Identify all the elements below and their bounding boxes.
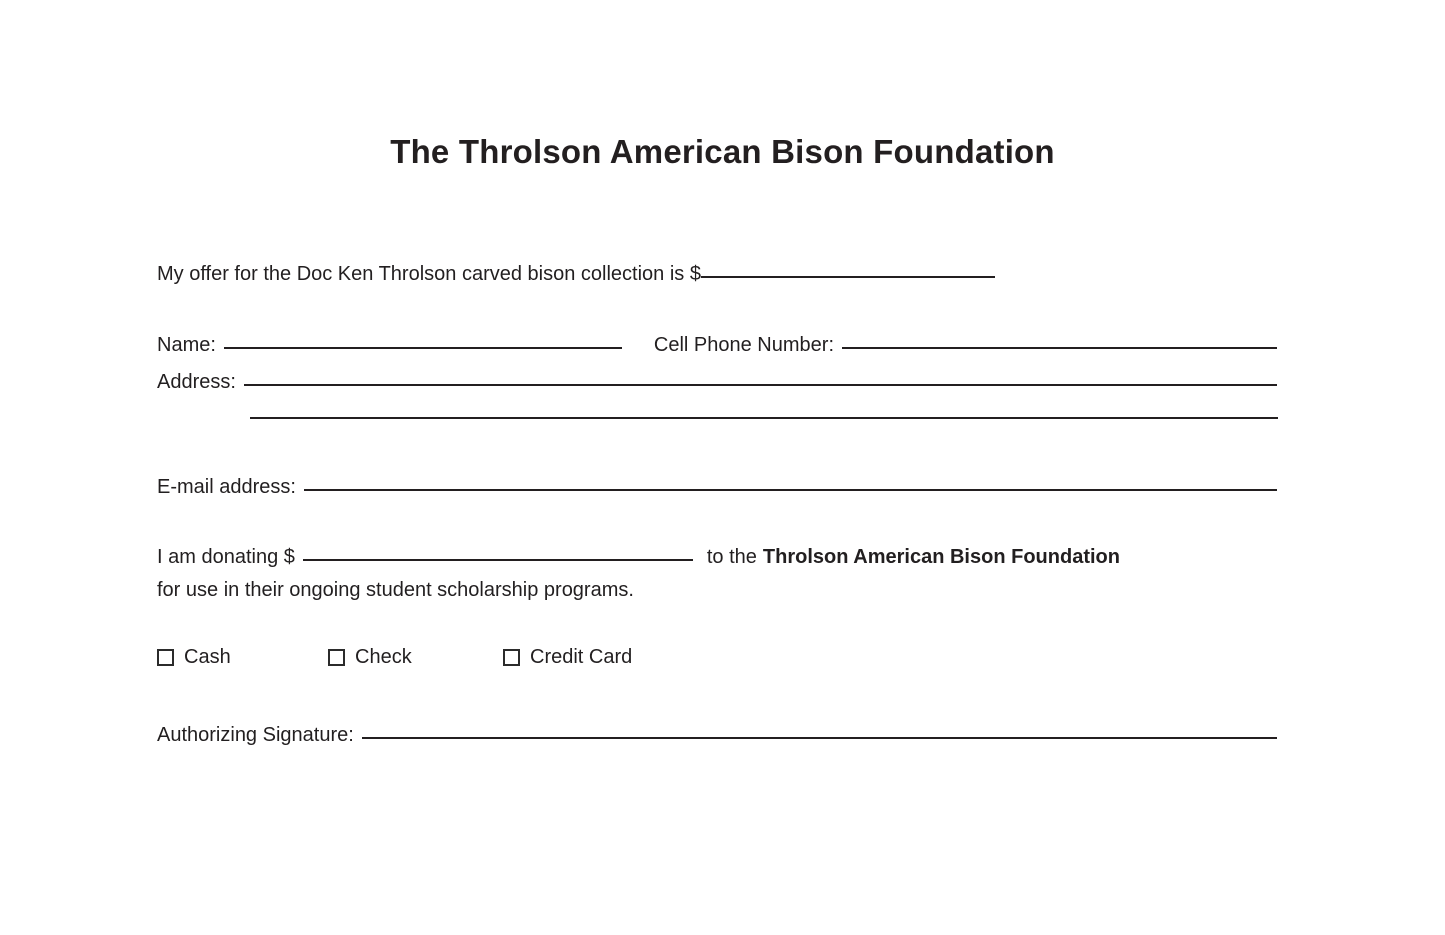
checkbox-cash[interactable] (157, 645, 231, 670)
donation-amount-field[interactable] (303, 539, 693, 561)
cell-phone-field[interactable] (842, 327, 1277, 349)
offer-label: My offer for the Doc Ken Throlson carved bison collection is $ (157, 263, 701, 285)
address-row-2 (250, 399, 1278, 421)
cash-checkbox-icon[interactable] (157, 649, 174, 666)
foundation-name-text: Throlson American Bison Foundation (762, 546, 1120, 568)
signature-row (157, 719, 1277, 748)
check-label: Check (355, 646, 412, 668)
donation-prefix-label: I am donating $ (157, 546, 295, 568)
address-label: Address: (157, 371, 236, 393)
form-title: The Throlson American Bison Foundation (390, 133, 1055, 170)
cash-label: Cash (184, 646, 231, 668)
name-field[interactable] (224, 327, 622, 349)
credit-card-label: Credit Card (530, 646, 633, 668)
address-row (157, 366, 1277, 395)
checkbox-check[interactable] (328, 645, 412, 670)
donation-connector-text: to the (706, 546, 757, 568)
authorizing-signature-label: Authorizing Signature: (157, 724, 354, 746)
check-checkbox-icon[interactable] (328, 649, 345, 666)
name-phone-row (157, 329, 1277, 358)
offer-amount-field[interactable] (701, 256, 995, 278)
email-label: E-mail address: (157, 476, 296, 498)
email-row (157, 471, 1277, 500)
donation-purpose-row (157, 578, 1277, 603)
checkbox-credit-card[interactable] (503, 645, 632, 670)
email-field[interactable] (304, 469, 1277, 491)
signature-field[interactable] (362, 717, 1277, 739)
donation-purpose-text: for use in their ongoing student scholarship programs. (157, 579, 634, 601)
credit-card-checkbox-icon[interactable] (503, 649, 520, 666)
address-field-line1[interactable] (244, 364, 1277, 386)
address-field-line2[interactable] (250, 397, 1278, 419)
donation-row (157, 541, 1277, 570)
offer-row (157, 258, 1277, 287)
cell-phone-label: Cell Phone Number: (653, 334, 834, 356)
name-label: Name: (157, 334, 216, 356)
payment-options-row (157, 645, 1277, 675)
